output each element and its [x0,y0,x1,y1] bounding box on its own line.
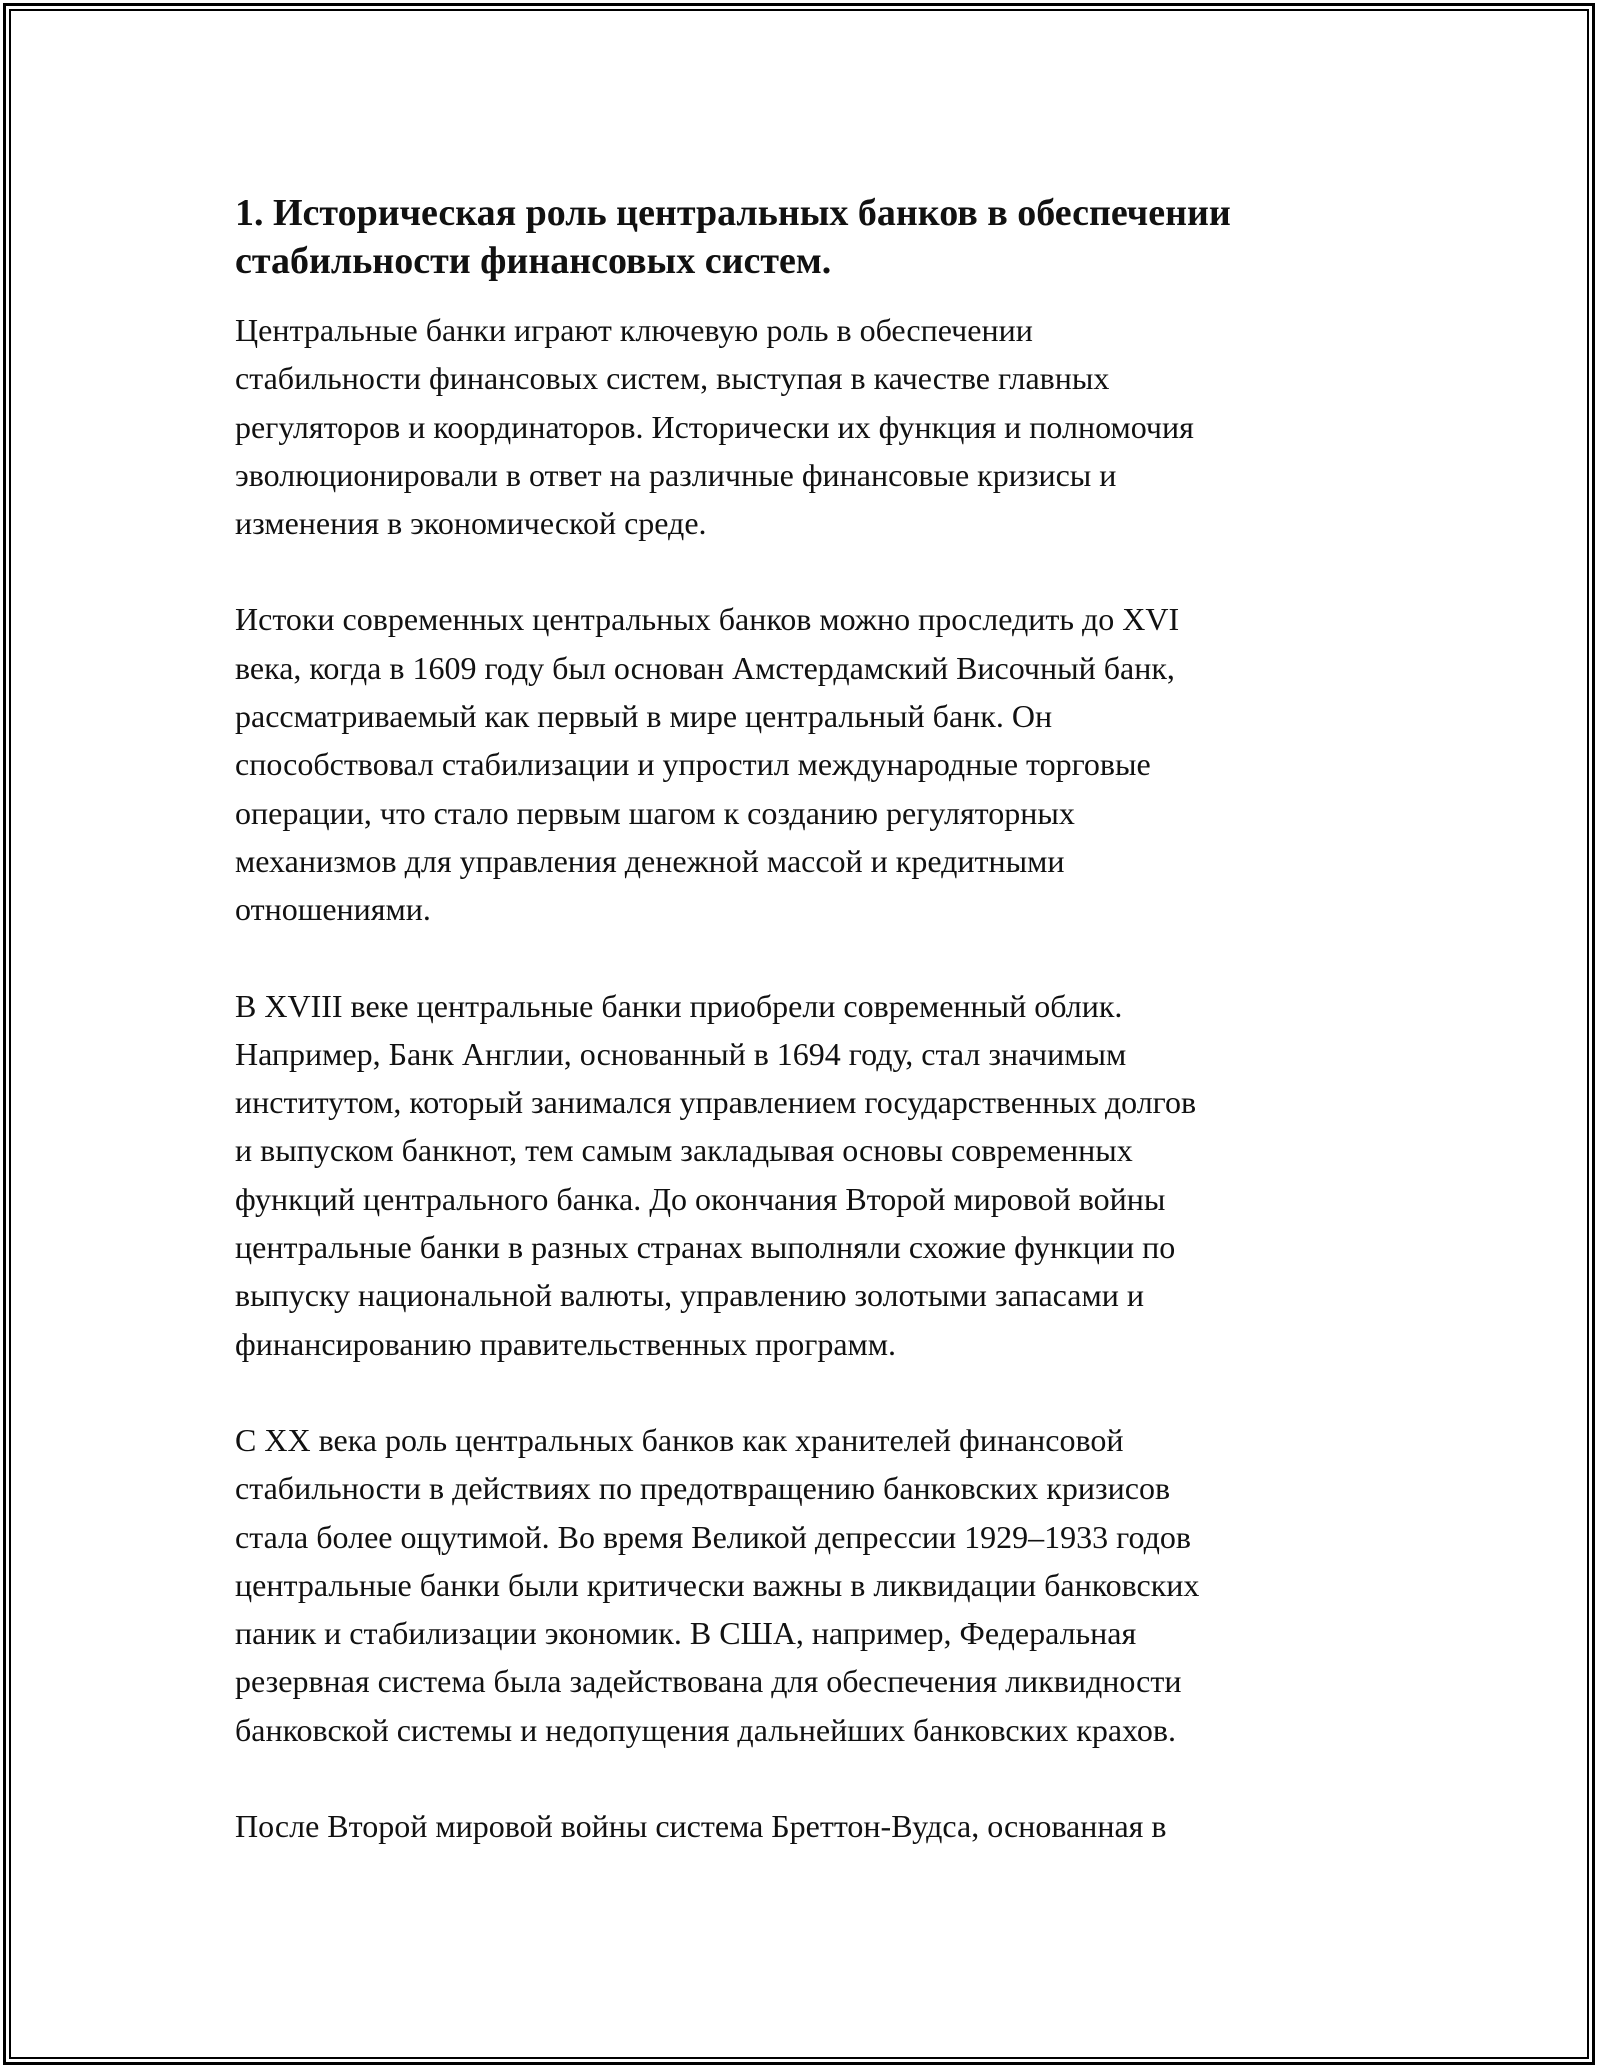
text-line: Центральные банки играют ключевую роль в обеспечении [235,312,1033,348]
text-line: После Второй мировой войны система Бреттон-Вудса, основанная в [235,1808,1167,1845]
text-line: Истоки современных центральных банков можно проследить до XVI [235,601,1180,638]
text-line: С XX века роль центральных банков как хранителей финансовой [235,1421,1124,1458]
text-line: Например, Банк Англии, основанный в 1694 году, стал значимым [235,1035,1127,1072]
heading-line: 1. Историческая роль центральных банков в обеспечении [235,192,1231,234]
text-line: способствовал стабилизации и упростил международные торговые [235,746,1151,783]
document-body [235,189,1375,1898]
text-line: эволюционировали в ответ на различные финансовые кризисы и [235,456,1117,493]
text-line: века, когда в 1609 году был основан Амстердамский Височный банк, [235,649,1175,686]
text-line: центральные банки в разных странах выполняли схожие функции по [235,1229,1176,1266]
text-line: институтом, который занимался управлением государственных долгов [235,1084,1197,1121]
text-line: механизмов для управления денежной массой и кредитными [235,842,1065,879]
text-line: функций центрального банка. До окончания Второй мировой войны [235,1180,1166,1217]
text-line: стала более ощутимой. Во время Великой депрессии 1929–1933 годов [235,1518,1191,1555]
section-heading [235,189,1375,285]
text-line: регуляторов и координаторов. Исторически их функция и полномочия [235,408,1194,445]
paragraph-2 [235,595,1375,933]
text-line: банковской системы и недопущения дальнейших банковских крахов. [235,1711,1176,1748]
paragraph-4 [235,1416,1375,1754]
paragraph-3 [235,982,1375,1368]
paragraph-1 [235,306,1375,547]
text-line: изменения в экономической среде. [235,505,707,542]
text-line: стабильности в действиях по предотвращению банковских кризисов [235,1470,1171,1507]
text-line: стабильности финансовых систем, выступая в качестве главных [235,360,1110,397]
heading-line: стабильности финансовых систем. [235,240,832,282]
paragraph-5 [235,1802,1375,1850]
text-line: финансированию правительственных программ. [235,1325,897,1362]
text-line: и выпуском банкнот, тем самым закладывая основы современных [235,1132,1133,1169]
text-line: паник и стабилизации экономик. В США, например, Федеральная [235,1615,1137,1652]
text-line: резервная система была задействована для обеспечения ликвидности [235,1663,1182,1700]
text-line: центральные банки были критически важны в ликвидации банковских [235,1566,1200,1603]
text-line: операции, что стало первым шагом к созданию регуляторных [235,794,1075,831]
text-line: отношениями. [235,891,431,928]
text-line: В XVIII веке центральные банки приобрели современный облик. [235,987,1123,1024]
text-line: выпуску национальной валюты, управлению золотыми запасами и [235,1277,1144,1314]
text-line: рассматриваемый как первый в мире центральный банк. Он [235,698,1053,735]
